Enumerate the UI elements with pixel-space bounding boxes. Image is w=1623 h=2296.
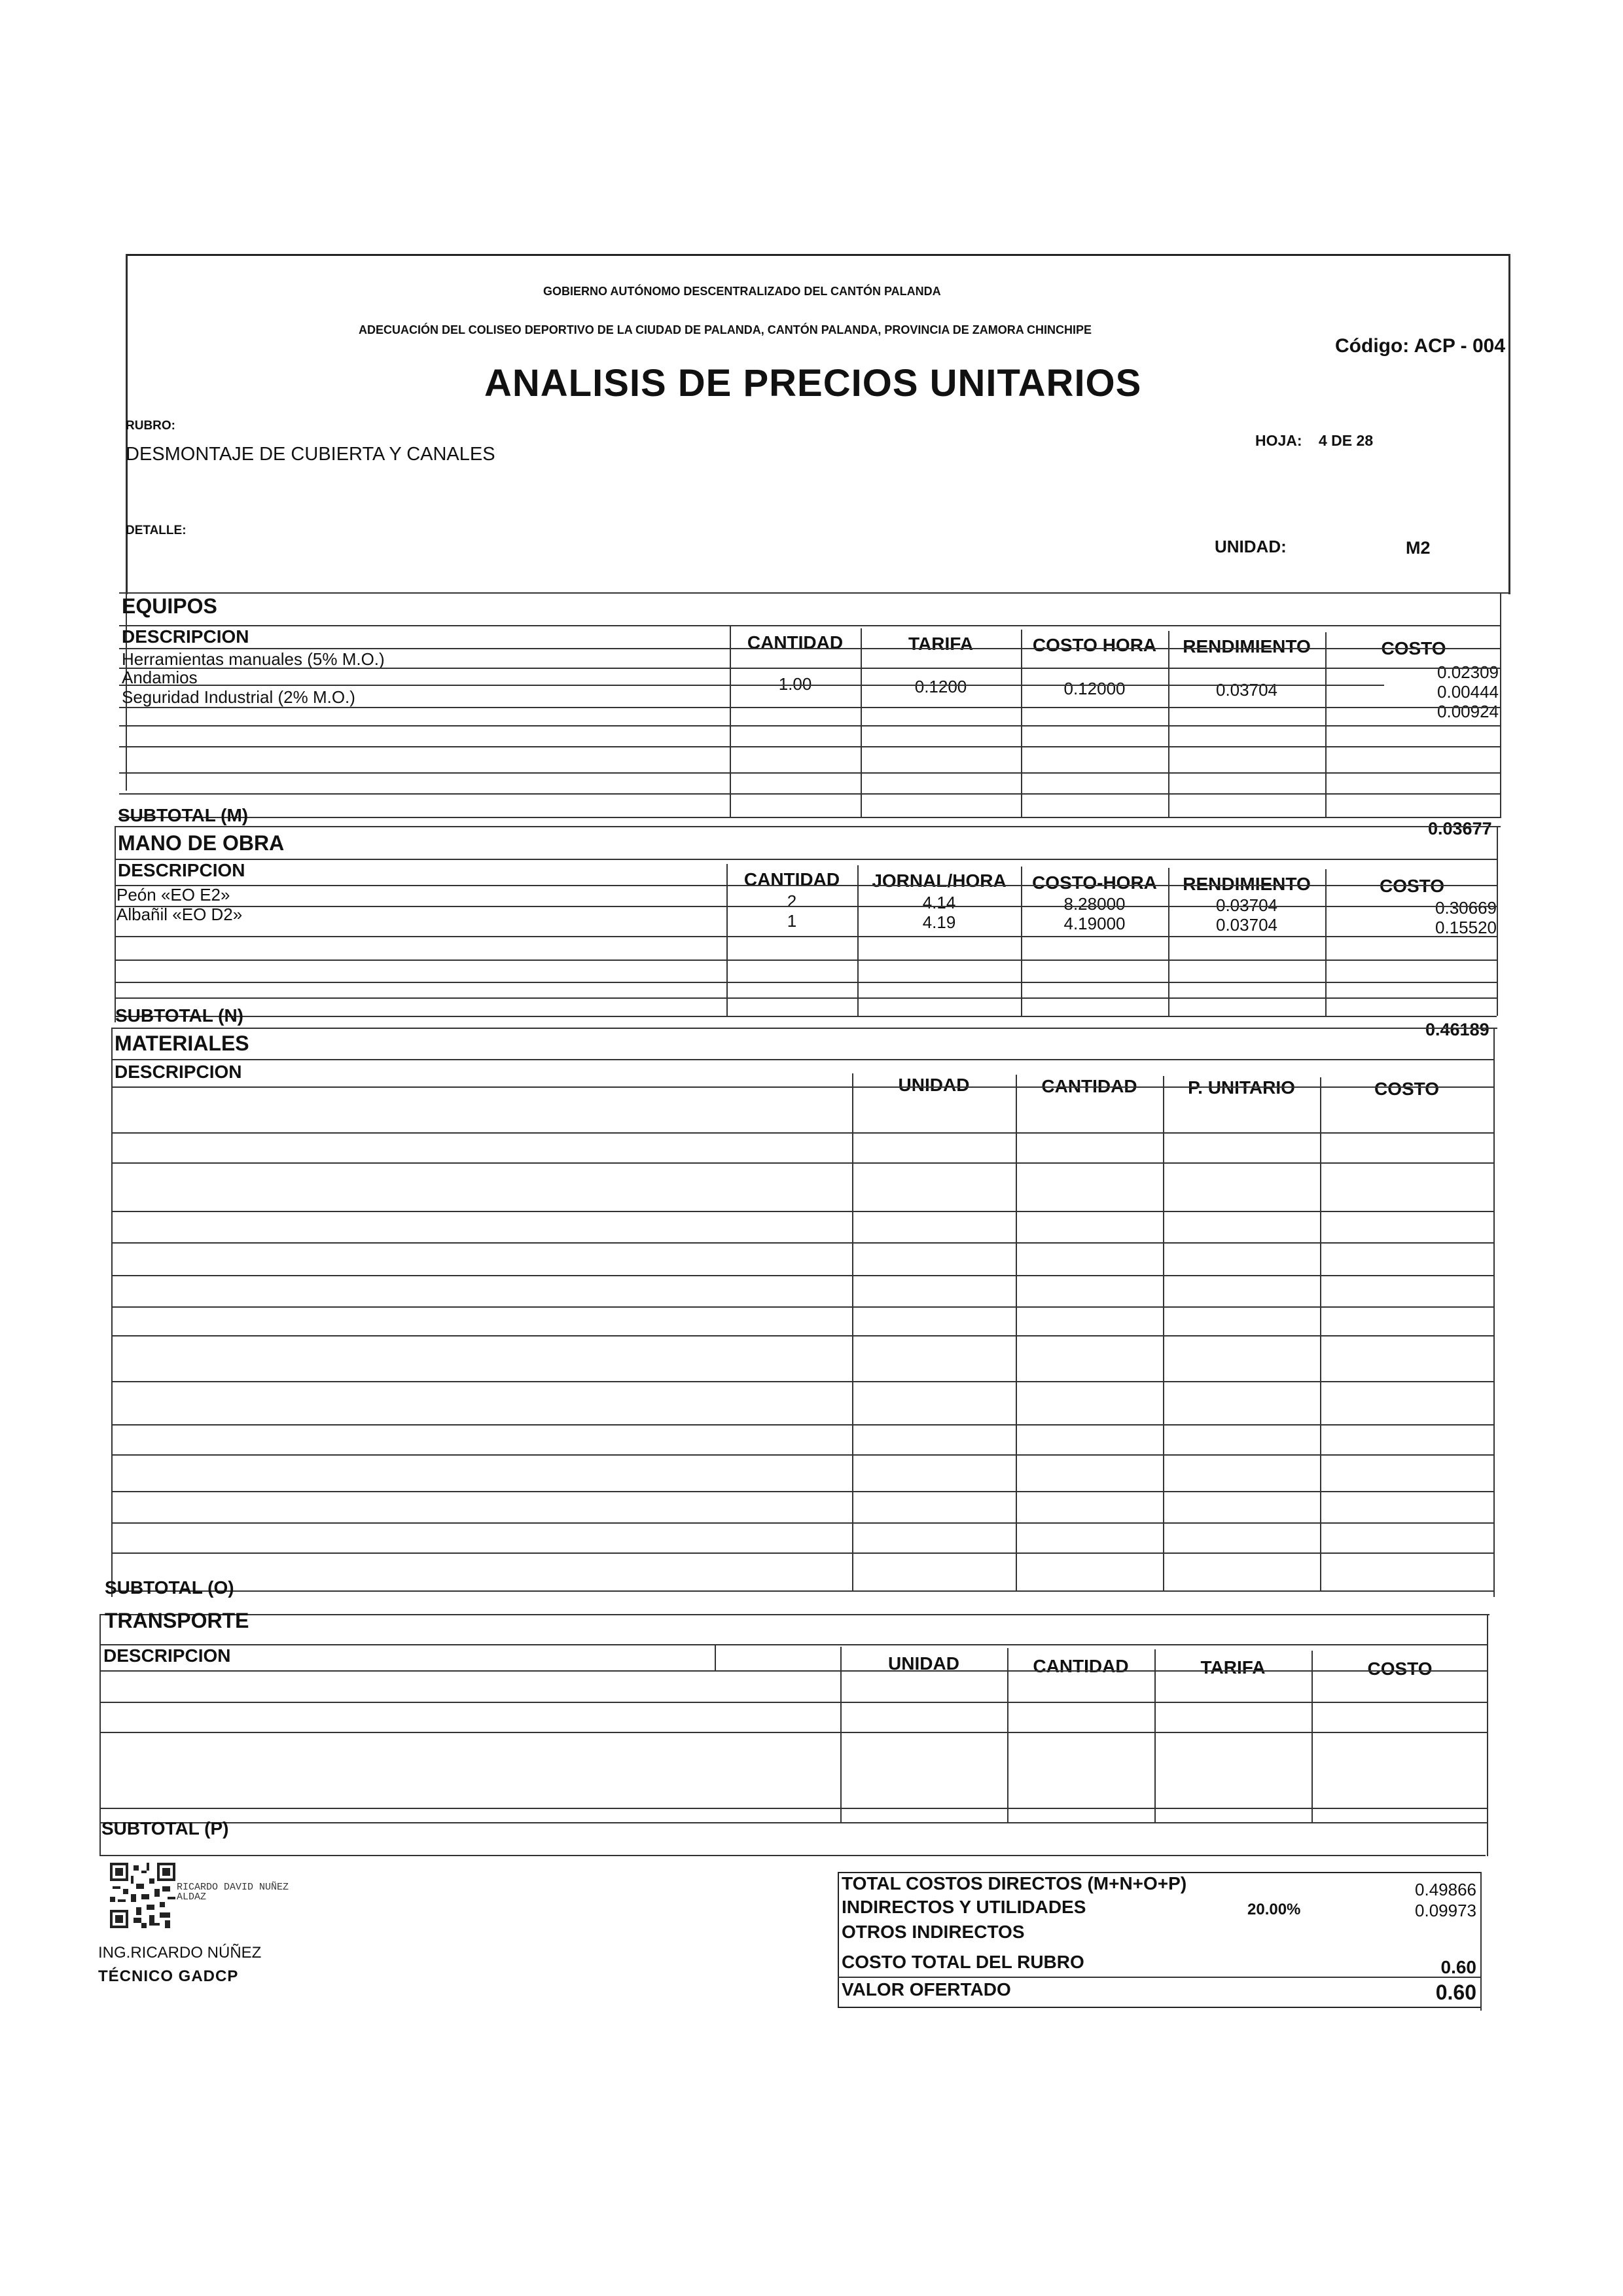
materiales-row-line	[111, 1335, 1493, 1336]
totals-right-border	[1480, 1872, 1482, 2011]
mano-obra-bottom-line	[115, 1016, 1497, 1017]
materiales-row-line	[111, 1162, 1493, 1164]
mano-obra-header-line	[115, 885, 1497, 886]
equipos-row-line	[119, 793, 1501, 795]
materiales-col-divider	[1320, 1077, 1321, 1590]
equipos-title-line	[119, 625, 1501, 626]
mano-obra-col-divider	[857, 865, 859, 1016]
costo-total-value: 0.60	[1440, 1957, 1476, 1977]
equipos-row-3-costo: 0.00924	[1437, 702, 1499, 721]
mano-obra-col-jornal: JORNAL/HORA	[872, 870, 1007, 891]
materiales-col-costo: COSTO	[1374, 1079, 1440, 1099]
transporte-col-divider	[1311, 1651, 1313, 1822]
materiales-col-divider	[1016, 1075, 1017, 1590]
equipos-row-2-costo-hora: 0.12000	[1063, 679, 1126, 698]
equipos-top-line	[119, 592, 1510, 594]
hoja-label: HOJA:	[1255, 432, 1302, 449]
engineer-name: ING.RICARDO NÚÑEZ	[98, 1944, 262, 1962]
transporte-right-border	[1487, 1614, 1488, 1856]
otros-indirectos-label: OTROS INDIRECTOS	[842, 1922, 1025, 1942]
materiales-col-descripcion: DESCRIPCION	[115, 1062, 242, 1082]
hoja-value: 4 DE 28	[1319, 432, 1374, 449]
transporte-subtotal-line	[99, 1855, 1486, 1856]
mano-obra-subtotal-label: SUBTOTAL (N)	[115, 1005, 243, 1026]
mano-obra-row-1-costo-hora: 8.28000	[1063, 894, 1126, 914]
mano-obra-row-2-desc: Albañil «EO D2»	[116, 905, 243, 924]
mano-obra-title-line	[115, 859, 1497, 860]
mano-obra-right-border	[1497, 826, 1498, 1016]
mano-obra-col-divider	[1021, 867, 1022, 1016]
transporte-col-costo: COSTO	[1367, 1659, 1433, 1679]
materiales-row-line	[111, 1132, 1493, 1134]
mano-obra-row-2-cantidad: 1	[787, 911, 797, 931]
mano-obra-row-line	[115, 936, 1497, 937]
equipos-title: EQUIPOS	[122, 594, 217, 618]
indirectos-label: INDIRECTOS Y UTILIDADES	[842, 1897, 1086, 1917]
transporte-row-line	[99, 1808, 1488, 1809]
mano-obra-row-1-rendimiento: 0.03704	[1216, 895, 1277, 915]
transporte-row-line	[99, 1702, 1488, 1703]
materiales-row-line	[111, 1491, 1493, 1492]
transporte-subtotal-label: SUBTOTAL (P)	[101, 1818, 229, 1839]
mano-obra-row-2-rendimiento: 0.03704	[1216, 915, 1277, 935]
rubro-value: DESMONTAJE DE CUBIERTA Y CANALES	[126, 444, 495, 465]
equipos-col-divider	[1021, 630, 1022, 817]
materiales-row-line	[111, 1211, 1493, 1212]
materiales-row-line	[111, 1306, 1493, 1308]
mano-obra-col-descripcion: DESCRIPCION	[118, 860, 245, 880]
transporte-col-divider	[1154, 1649, 1156, 1822]
totals-divider	[838, 1977, 1482, 1978]
transporte-title-line	[99, 1644, 1488, 1645]
signature-name: RICARDO DAVID NUÑEZ ALDAZ	[177, 1882, 289, 1903]
materiales-left-border	[111, 1028, 113, 1597]
valor-ofertado-label: VALOR OFERTADO	[842, 1979, 1011, 2000]
equipos-col-tarifa: TARIFA	[908, 634, 974, 654]
equipos-col-rendimiento: RENDIMIENTO	[1183, 636, 1311, 656]
equipos-col-descripcion: DESCRIPCION	[122, 626, 249, 647]
detalle-label: DETALLE:	[126, 524, 187, 537]
materiales-title: MATERIALES	[115, 1031, 249, 1055]
indirectos-pct: 20.00%	[1247, 1901, 1301, 1918]
mano-obra-left-border	[115, 826, 116, 1022]
mano-obra-subtotal-value: 0.46189	[1425, 1020, 1489, 1039]
rubro-label: RUBRO:	[126, 419, 175, 433]
materiales-row-line	[111, 1275, 1493, 1276]
equipos-row-1-costo: 0.02309	[1437, 662, 1499, 682]
equipos-col-divider	[730, 625, 731, 817]
government-name: GOBIERNO AUTÓNOMO DESCENTRALIZADO DEL CANTÓN PALANDA	[543, 285, 941, 298]
mano-obra-col-costo: COSTO	[1379, 876, 1445, 896]
document-frame	[126, 254, 1510, 594]
unidad-value: M2	[1406, 538, 1431, 558]
transporte-top-line	[99, 1614, 1489, 1615]
total-directos-label: TOTAL COSTOS DIRECTOS (M+N+O+P)	[842, 1873, 1187, 1893]
materiales-row-line	[111, 1552, 1493, 1554]
mano-obra-col-cantidad: CANTIDAD	[743, 869, 840, 889]
costo-total-label: COSTO TOTAL DEL RUBRO	[842, 1952, 1084, 1972]
equipos-row-line	[119, 685, 1384, 686]
equipos-row-line	[119, 746, 1501, 747]
mano-obra-col-divider	[1168, 868, 1169, 1016]
transporte-row-line	[99, 1732, 1488, 1733]
materiales-col-p-unitario: P. UNITARIO	[1188, 1077, 1295, 1098]
materiales-row-line	[111, 1242, 1493, 1244]
materiales-top-line	[111, 1028, 1497, 1029]
mano-obra-row-line	[115, 906, 1497, 907]
equipos-col-divider	[1325, 632, 1327, 817]
materiales-col-divider	[1163, 1076, 1164, 1590]
project-name: ADECUACIÓN DEL COLISEO DEPORTIVO DE LA CIUDAD DE PALANDA, CANTÓN PALANDA, PROVINCIA DE ZAMORA CHINCHIPE	[359, 323, 1092, 336]
equipos-row-line	[119, 707, 1501, 708]
mano-obra-row-2-costo-hora: 4.19000	[1063, 914, 1126, 933]
equipos-row-1-desc: Herramientas manuales (5% M.O.)	[122, 649, 385, 669]
valor-ofertado-value: 0.60	[1435, 1981, 1476, 2004]
mano-obra-col-divider	[1325, 869, 1327, 1016]
mano-obra-col-divider	[726, 864, 728, 1016]
mano-obra-row-line	[115, 960, 1497, 961]
total-directos-value: 0.49866	[1415, 1880, 1476, 1899]
equipos-col-divider	[1168, 631, 1169, 817]
mano-obra-row-1-desc: Peón «EO E2»	[116, 885, 230, 905]
mano-obra-row-2-jornal: 4.19	[922, 912, 956, 932]
indirectos-value: 0.09973	[1415, 1901, 1476, 1920]
materiales-col-cantidad: CANTIDAD	[1041, 1076, 1137, 1096]
equipos-row-line	[119, 772, 1501, 774]
equipos-row-3-desc: Seguridad Industrial (2% M.O.)	[122, 687, 355, 707]
equipos-row-2-cantidad: 1.00	[778, 674, 812, 694]
materiales-row-line	[111, 1381, 1493, 1382]
unidad-label: UNIDAD:	[1215, 537, 1287, 556]
page-title: ANALISIS DE PRECIOS UNITARIOS	[484, 362, 1142, 404]
engineer-role: TÉCNICO GADCP	[98, 1967, 239, 1985]
mano-obra-row-line	[115, 997, 1497, 999]
equipos-row-line	[119, 668, 1501, 669]
equipos-subtotal-value: 0.03677	[1428, 819, 1492, 838]
mano-obra-row-1-costo: 0.30669	[1435, 898, 1497, 918]
transporte-bottom-line	[99, 1822, 1488, 1823]
materiales-row-line	[111, 1424, 1493, 1426]
materiales-row-line	[111, 1454, 1493, 1456]
frame-left-border	[126, 254, 127, 791]
transporte-title: TRANSPORTE	[105, 1609, 249, 1632]
equipos-col-divider	[861, 628, 862, 817]
transporte-col-descripcion: DESCRIPCION	[103, 1645, 231, 1666]
materiales-bottom-line	[111, 1590, 1493, 1592]
equipos-row-line	[119, 725, 1501, 726]
equipos-row-2-tarifa: 0.1200	[914, 677, 967, 696]
equipos-bottom-line	[119, 817, 1501, 818]
materiales-row-line	[111, 1522, 1493, 1524]
materiales-title-line	[111, 1059, 1493, 1060]
equipos-row-2-rendimiento: 0.03704	[1216, 680, 1277, 700]
mano-obra-row-1-jornal: 4.14	[922, 893, 956, 912]
transporte-col-divider	[715, 1645, 716, 1670]
transporte-left-border	[99, 1614, 101, 1856]
equipos-col-costo-hora: COSTO HORA	[1032, 635, 1157, 655]
mano-obra-col-costo-hora: COSTO-HORA	[1032, 872, 1157, 893]
frame-right-border	[1509, 254, 1510, 594]
materiales-col-divider	[852, 1073, 853, 1590]
mano-obra-row-line	[115, 982, 1497, 983]
qr-code-signature	[110, 1863, 175, 1928]
materiales-right-border	[1493, 1028, 1495, 1597]
mano-obra-col-rendimiento: RENDIMIENTO	[1183, 874, 1311, 894]
equipos-col-cantidad: CANTIDAD	[747, 632, 844, 653]
equipos-row-2-desc: Andamios	[122, 668, 198, 687]
materiales-header-line	[111, 1086, 1493, 1088]
mano-obra-row-1-cantidad: 2	[787, 891, 797, 911]
transporte-col-divider	[840, 1647, 842, 1822]
transporte-col-cantidad: CANTIDAD	[1033, 1656, 1129, 1676]
mano-obra-top-line	[115, 826, 1501, 827]
materiales-subtotal-label: SUBTOTAL (O)	[105, 1577, 234, 1598]
mano-obra-title: MANO DE OBRA	[118, 831, 285, 855]
transporte-col-divider	[1007, 1648, 1008, 1822]
equipos-row-2-costo: 0.00444	[1437, 682, 1499, 702]
equipos-right-border	[1500, 592, 1501, 817]
mano-obra-row-2-costo: 0.15520	[1435, 918, 1497, 937]
transporte-col-tarifa: TARIFA	[1200, 1657, 1266, 1677]
transporte-header-line	[99, 1670, 1488, 1672]
equipos-subtotal-label: SUBTOTAL (M)	[118, 805, 249, 825]
equipos-col-costo: COSTO	[1381, 638, 1446, 658]
materiales-col-unidad: UNIDAD	[898, 1075, 970, 1095]
document-code: Código: ACP - 004	[1335, 335, 1506, 357]
transporte-col-unidad: UNIDAD	[888, 1653, 959, 1674]
